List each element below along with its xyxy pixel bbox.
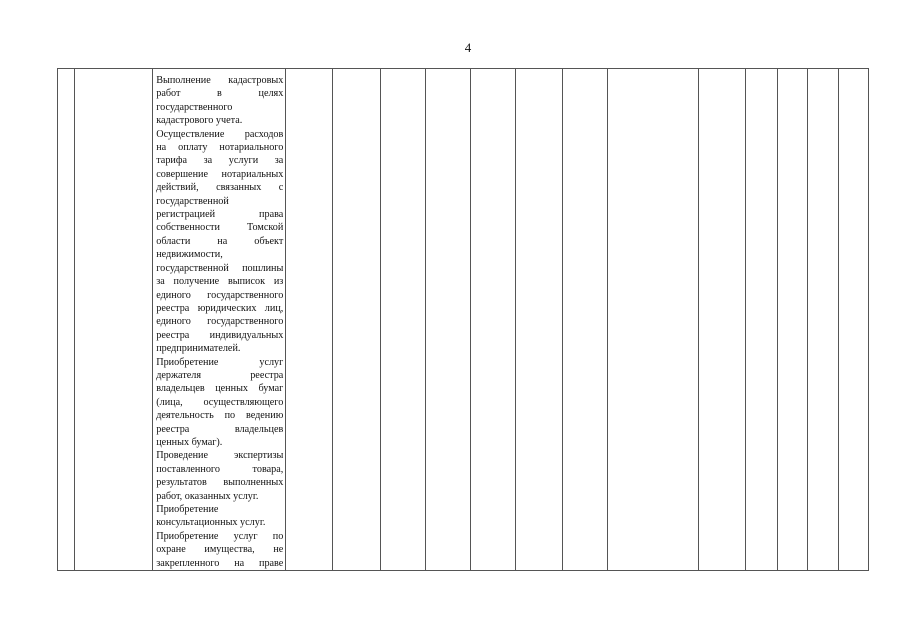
description-line: закрепленного на праве	[156, 557, 284, 569]
description-line: Приобретение	[156, 504, 219, 515]
table-cell-code	[75, 69, 153, 571]
description-line: Приобретение услуг по	[156, 530, 284, 542]
table-cell	[839, 69, 869, 571]
description-line: предпринимателей.	[156, 343, 241, 355]
table-cell	[698, 69, 745, 571]
table-cell	[607, 69, 698, 571]
description-line: деятельность по ведению	[156, 410, 284, 422]
description-line: Осуществление расходов	[156, 128, 284, 140]
description-line: на оплату нотариального	[156, 142, 284, 154]
description-line: работ в целях	[156, 88, 284, 100]
description-line: действий, связанных с	[156, 182, 284, 194]
description-line: работ, оказанных услуг.	[156, 490, 259, 502]
description-text	[156, 74, 283, 570]
description-line: государственной пошлины	[156, 262, 284, 274]
table-cell-description	[153, 69, 286, 571]
description-line: Выполнение кадастровых	[156, 75, 284, 86]
description-line: ценных бумаг).	[156, 436, 223, 448]
description-line: результатов выполненных	[156, 477, 284, 489]
page-number: 4	[464, 40, 472, 55]
table-cell	[808, 69, 839, 571]
table-cell	[380, 69, 425, 571]
description-line: консультационных услуг.	[156, 517, 266, 529]
table-row	[58, 69, 869, 571]
description-line: реестра индивидуальных	[156, 329, 284, 341]
description-line: единого государственного	[156, 289, 284, 301]
description-line: кадастрового учета.	[156, 115, 243, 127]
description-line: (лица, осуществляющего	[156, 396, 284, 408]
description-line: недвижимости,	[156, 249, 223, 261]
description-line: Приобретение услуг	[156, 356, 284, 368]
table-cell	[746, 69, 778, 571]
table-cell	[470, 69, 515, 571]
description-line: тарифа за услуги за	[156, 155, 284, 167]
table-cell-index	[58, 69, 75, 571]
description-line: за получение выписок из	[156, 276, 284, 288]
description-line: области на объект	[156, 235, 284, 247]
description-line: держателя реестра	[156, 369, 284, 381]
description-line: Проведение экспертизы	[156, 450, 284, 462]
description-line: собственности Томской	[156, 222, 284, 234]
table-cell	[425, 69, 470, 571]
description-line: реестра владельцев	[156, 423, 284, 435]
table-cell	[286, 69, 333, 571]
description-line: регистрацией права	[156, 209, 284, 221]
description-line: реестра юридических лиц,	[156, 302, 284, 314]
table-cell	[333, 69, 380, 571]
table-cell	[777, 69, 808, 571]
description-line: охране имущества, не	[156, 544, 284, 556]
description-line: совершение нотариальных	[156, 168, 284, 180]
description-line: владельцев ценных бумаг	[156, 383, 284, 395]
description-line: поставленного товара,	[156, 463, 284, 475]
table-cell	[562, 69, 607, 571]
description-line: единого государственного	[156, 316, 284, 328]
table-cell	[515, 69, 562, 571]
description-line: государственной	[156, 195, 229, 207]
budget-table	[57, 68, 869, 571]
description-line: государственного	[156, 101, 233, 113]
